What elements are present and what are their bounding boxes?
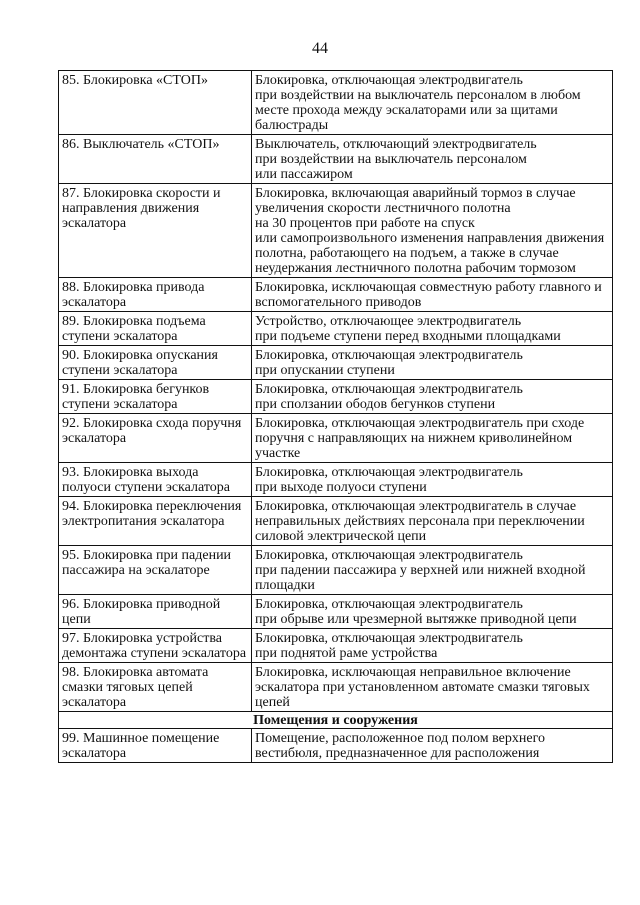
term-cell: 85. Блокировка «СТОП» [59,71,252,135]
term-cell: 91. Блокировка бегунков ступени эскалатора [59,380,252,414]
table-row [59,497,613,546]
table-row [59,546,613,595]
table-row [59,595,613,629]
table-row [59,278,613,312]
terms-table [58,70,613,763]
table-row [59,414,613,463]
definition-cell: Блокировка, отключающая электродвигатель при падении пассажира у верхней или нижней входной площадки [252,546,613,595]
term-cell: 89. Блокировка подъема ступени эскалатора [59,312,252,346]
definition-cell: Блокировка, исключающая неправильное включение эскалатора при установленном автомате смазки тяговых цепей [252,663,613,712]
page-number: 44 [312,40,328,57]
table-row [59,312,613,346]
table-row [59,663,613,712]
table-row [59,463,613,497]
table-row [59,71,613,135]
definition-cell: Блокировка, отключающая электродвигатель при сползании ободов бегунков ступени [252,380,613,414]
table-row [59,346,613,380]
table-row [59,380,613,414]
definition-cell: Блокировка, отключающая электродвигатель при выходе полуоси ступени [252,463,613,497]
definition-cell: Блокировка, отключающая электродвигатель при опускании ступени [252,346,613,380]
definition-cell: Блокировка, отключающая электродвигатель при сходе поручня с направляющих на нижнем криволинейном участке [252,414,613,463]
table-row [59,629,613,663]
term-cell: 88. Блокировка привода эскалатора [59,278,252,312]
definition-text: Помещение, расположенное под полом верхнего вестибюля, предназначенное для расположения [255,731,545,761]
section-heading: Помещения и сооружения [59,712,613,729]
definition-cell: Устройство, отключающее электродвигатель при подъеме ступени перед входными площадками [252,312,613,346]
term-cell: 87. Блокировка скорости и направления движения эскалатора [59,184,252,278]
term-cell: 96. Блокировка приводной цепи [59,595,252,629]
term-text: 99. Машинное помещение эскалатора [62,731,220,761]
term-cell: 92. Блокировка схода поручня эскалатора [59,414,252,463]
table-row [59,135,613,184]
term-cell: 95. Блокировка при падении пассажира на эскалаторе [59,546,252,595]
section-heading-row [59,712,613,729]
table-row [59,729,613,763]
term-cell: 98. Блокировка автомата смазки тяговых цепей эскалатора [59,663,252,712]
definition-cell: Блокировка, отключающая электродвигатель при обрыве или чрезмерной вытяжке приводной цепи [252,595,613,629]
terms-table-body [59,71,613,712]
definition-cell: Блокировка, включающая аварийный тормоз в случае увеличения скорости лестничного полотна на 30 процентов при работе на спуск или самопроизвольного изменения направления движения полотна, работающего на подъем, а также в случае неудержания лестничного полотна рабочим тормозом [252,184,613,278]
definition-cell [252,729,613,763]
definition-cell: Блокировка, отключающая электродвигатель в случае неправильных действиях персонала при переключении силовой электрической цепи [252,497,613,546]
definition-cell: Блокировка, исключающая совместную работу главного и вспомогательного приводов [252,278,613,312]
term-cell: 93. Блокировка выхода полуоси ступени эскалатора [59,463,252,497]
table-row [59,184,613,278]
definition-cell: Блокировка, отключающая электродвигатель при поднятой раме устройства [252,629,613,663]
term-cell: 90. Блокировка опускания ступени эскалатора [59,346,252,380]
term-cell: 97. Блокировка устройства демонтажа ступени эскалатора [59,629,252,663]
term-cell: 94. Блокировка переключения электропитания эскалатора [59,497,252,546]
term-cell [59,729,252,763]
definition-cell: Выключатель, отключающий электродвигатель при воздействии на выключатель персоналом или пассажиром [252,135,613,184]
definition-cell: Блокировка, отключающая электродвигатель при воздействии на выключатель персоналом в любом месте прохода между эскалаторами или за щитами балюстрады [252,71,613,135]
term-cell: 86. Выключатель «СТОП» [59,135,252,184]
